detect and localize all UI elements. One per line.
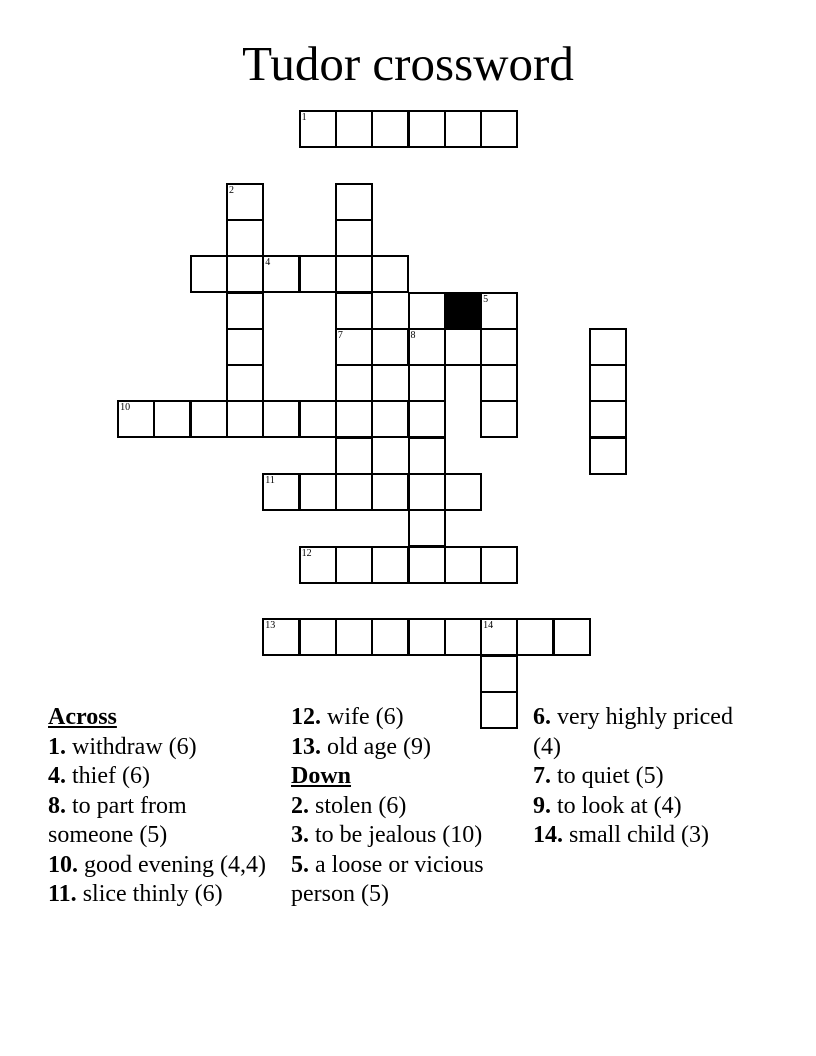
grid-cell[interactable] bbox=[226, 292, 264, 330]
clue-number-13: 13 bbox=[265, 620, 276, 632]
clue-down-2: 2. stolen (6) bbox=[291, 792, 407, 819]
grid-cell[interactable] bbox=[553, 618, 591, 656]
grid-cell[interactable] bbox=[408, 546, 446, 584]
clue-number-14: 14 bbox=[483, 620, 494, 632]
grid-cell[interactable] bbox=[299, 255, 337, 293]
clues-column-3 bbox=[533, 703, 758, 851]
grid-cell[interactable] bbox=[226, 328, 264, 366]
grid-cell[interactable] bbox=[335, 219, 373, 257]
grid-cell[interactable] bbox=[371, 618, 409, 656]
grid-cell[interactable] bbox=[589, 328, 627, 366]
clue-number-10: 10 bbox=[120, 402, 131, 414]
grid-cell[interactable] bbox=[226, 183, 264, 221]
grid-cell[interactable] bbox=[335, 546, 373, 584]
clue-across-8: 8. to part from someone (5) bbox=[48, 792, 187, 848]
grid-cell[interactable] bbox=[190, 400, 228, 438]
grid-cell[interactable] bbox=[226, 255, 264, 293]
grid-cell[interactable] bbox=[371, 328, 409, 366]
clue-down-14: 14. small child (3) bbox=[533, 822, 709, 848]
grid-cell[interactable] bbox=[190, 255, 228, 293]
clue-down-7: 7. to quiet (5) bbox=[533, 763, 664, 789]
grid-cell[interactable] bbox=[589, 400, 627, 438]
grid-cell[interactable] bbox=[299, 400, 337, 438]
clue-down-9: 9. to look at (4) bbox=[533, 792, 682, 819]
clues-column-2 bbox=[291, 703, 516, 910]
page-title: Tudor crossword bbox=[242, 36, 574, 91]
grid-cell[interactable] bbox=[444, 473, 482, 511]
grid-cell[interactable] bbox=[444, 546, 482, 584]
grid-cell[interactable] bbox=[516, 618, 554, 656]
grid-cell[interactable] bbox=[480, 292, 518, 330]
grid-cell[interactable] bbox=[335, 328, 373, 366]
clue-number-2: 2 bbox=[229, 184, 234, 196]
grid-cell[interactable] bbox=[371, 473, 409, 511]
grid-cell[interactable] bbox=[480, 364, 518, 402]
clue-across-1: 1. withdraw (6) bbox=[48, 733, 197, 760]
grid-cell[interactable] bbox=[408, 509, 446, 547]
clue-across-13: 13. old age (9) bbox=[291, 733, 431, 760]
clue-number-1: 1 bbox=[301, 112, 307, 123]
grid-cell[interactable] bbox=[589, 437, 627, 475]
grid-cell[interactable] bbox=[299, 473, 337, 511]
grid-cell[interactable] bbox=[262, 618, 300, 656]
grid-cell[interactable] bbox=[335, 292, 373, 330]
clue-number-4: 4 bbox=[265, 257, 271, 269]
clue-down-5: 5. a loose or vicious person (5) bbox=[291, 851, 484, 907]
grid-cell[interactable] bbox=[335, 473, 373, 511]
grid-cell[interactable] bbox=[444, 328, 482, 366]
across-heading: Across bbox=[48, 704, 117, 730]
grid-cell[interactable] bbox=[480, 546, 518, 584]
grid-cell[interactable] bbox=[299, 618, 337, 656]
grid-cell[interactable] bbox=[371, 255, 409, 293]
grid-cell[interactable] bbox=[480, 618, 518, 656]
grid-cell[interactable] bbox=[335, 400, 373, 438]
grid-cell[interactable] bbox=[480, 328, 518, 366]
grid-cell[interactable] bbox=[408, 364, 446, 402]
grid-cell[interactable] bbox=[480, 655, 518, 693]
grid-cell[interactable] bbox=[371, 110, 409, 148]
grid-cell[interactable] bbox=[226, 400, 264, 438]
grid-cell[interactable] bbox=[371, 546, 409, 584]
clue-number-12: 12 bbox=[301, 547, 312, 559]
grid-cell[interactable] bbox=[226, 364, 264, 402]
grid-cell[interactable] bbox=[299, 546, 337, 584]
grid-cell[interactable] bbox=[480, 400, 518, 438]
grid-cell[interactable] bbox=[335, 183, 373, 221]
clue-number-11: 11 bbox=[265, 475, 275, 486]
down-heading: Down bbox=[291, 763, 352, 789]
clue-across-12: 12. wife (6) bbox=[291, 704, 404, 730]
grid-block-cell bbox=[444, 292, 482, 330]
clue-number-5: 5 bbox=[483, 293, 489, 305]
grid-cell[interactable] bbox=[299, 110, 337, 148]
grid-cell[interactable] bbox=[444, 618, 482, 656]
grid-cell[interactable] bbox=[480, 110, 518, 148]
clues-column-1 bbox=[48, 703, 273, 910]
grid-cell[interactable] bbox=[335, 437, 373, 475]
grid-cell[interactable] bbox=[408, 437, 446, 475]
grid-cell[interactable] bbox=[408, 328, 446, 366]
grid-cell[interactable] bbox=[335, 364, 373, 402]
grid-cell[interactable] bbox=[226, 219, 264, 257]
grid-cell[interactable] bbox=[153, 400, 191, 438]
grid-cell[interactable] bbox=[262, 473, 300, 511]
grid-cell[interactable] bbox=[262, 255, 300, 293]
grid-cell[interactable] bbox=[371, 400, 409, 438]
clue-across-10: 10. good evening (4,4) bbox=[48, 851, 266, 878]
grid-cell[interactable] bbox=[408, 618, 446, 656]
grid-cell[interactable] bbox=[408, 110, 446, 148]
grid-cell[interactable] bbox=[408, 473, 446, 511]
grid-cell[interactable] bbox=[335, 255, 373, 293]
clue-number-7: 7 bbox=[337, 329, 343, 341]
clue-across-4: 4. thief (6) bbox=[48, 763, 150, 789]
grid-cell[interactable] bbox=[117, 400, 155, 438]
clue-down-6: 6. very highly priced (4) bbox=[533, 704, 733, 760]
clue-across-11: 11. slice thinly (6) bbox=[48, 881, 223, 907]
clue-number-8: 8 bbox=[410, 329, 416, 341]
grid-cell[interactable] bbox=[335, 110, 373, 148]
grid-cell[interactable] bbox=[589, 364, 627, 402]
grid-cell[interactable] bbox=[262, 400, 300, 438]
grid-cell[interactable] bbox=[444, 110, 482, 148]
grid-cell[interactable] bbox=[335, 618, 373, 656]
grid-cell[interactable] bbox=[408, 292, 446, 330]
grid-cell[interactable] bbox=[408, 400, 446, 438]
clue-down-3: 3. to be jealous (10) bbox=[291, 822, 483, 848]
